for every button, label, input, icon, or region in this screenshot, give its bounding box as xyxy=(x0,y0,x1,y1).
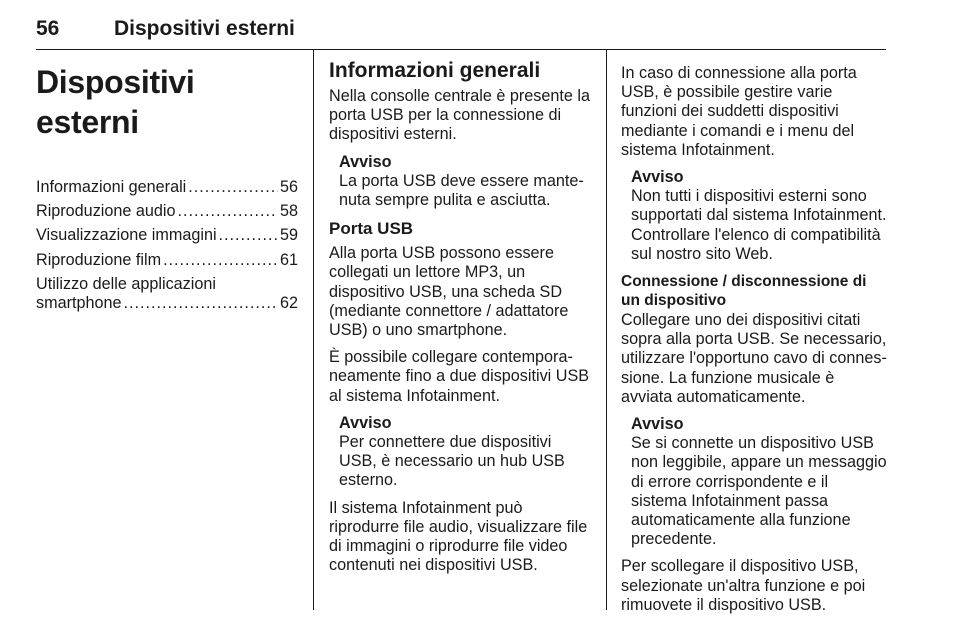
note-title: Avviso xyxy=(339,413,392,432)
toc-entry-page: 62 xyxy=(279,294,298,313)
toc-entry-page: 59 xyxy=(279,226,298,245)
section-title: Informazioni generali xyxy=(329,59,541,82)
chapter-title: Dispositivi esterni xyxy=(36,64,195,140)
column-divider xyxy=(313,50,314,610)
note-text: Per connettere due dispositivi USB, è necessario un hub USB esterno. xyxy=(339,433,565,490)
page-number: 56 xyxy=(36,17,60,40)
note-box xyxy=(631,168,887,264)
toc-entry-title: Utilizzo delle applicazioni xyxy=(36,274,216,293)
toc-column xyxy=(36,58,298,318)
subsection-title: Porta USB xyxy=(329,219,414,239)
toc-entry-page: 61 xyxy=(279,250,298,269)
toc-entry-title: Riproduzione audio xyxy=(36,202,176,221)
toc-entry-title-cont: smartphone xyxy=(36,294,122,313)
note-title: Avviso xyxy=(631,415,684,434)
paragraph: È possibile collegare contemporaneamente fino a due dispositivi USB al sistema Infotainment. xyxy=(329,348,590,405)
content-column-2 xyxy=(329,58,591,583)
toc-leader xyxy=(163,251,278,270)
toc-leader xyxy=(188,178,278,197)
subsection-title: Connessione / disconnessione di un dispositivo xyxy=(621,273,867,310)
paragraph: Collegare uno dei dispositivi citati sopra alla porta USB. Se necessario, utilizzare l'opportuno cavo di connessione. La funzione musicale è avviata automaticamente. xyxy=(621,311,887,406)
note-box xyxy=(631,415,887,549)
paragraph: Alla porta USB possono essere collegati un lettore MP3, un dispositivo USB, una scheda SD (mediante connettore / adattatore USB) o uno smartphone. xyxy=(329,244,569,340)
column-divider xyxy=(606,50,607,610)
toc-leader xyxy=(123,294,278,313)
note-text: Non tutti i dispositivi esterni sono supportati dal sistema Infotainment. Controllare l'elenco di compatibilità sul nostro sito Web. xyxy=(631,187,887,263)
toc-entry-page: 58 xyxy=(279,202,298,221)
paragraph: Nella consolle centrale è presente la porta USB per la connessione di dispositivi esterni. xyxy=(329,87,590,144)
paragraph: In caso di connessione alla porta USB, è possibile gestire varie funzioni dei suddetti dispositivi mediante i comandi e i menu del sistema Infotainment. xyxy=(621,64,857,159)
toc-entry[interactable] xyxy=(36,251,298,270)
toc-entry[interactable] xyxy=(36,178,298,197)
toc-entry-title: Informazioni generali xyxy=(36,178,187,196)
toc-entry[interactable] xyxy=(36,202,298,221)
toc-leader xyxy=(178,202,278,221)
content-column-3 xyxy=(621,58,887,623)
toc-leader xyxy=(219,226,278,245)
note-text: Se si connette un dispositivo USB non leggibile, appare un messaggio di errore corrispondente e il sistema Infotainment passa automaticamente alla funzione precedente. xyxy=(631,434,887,549)
toc-entry-title: Riproduzione film xyxy=(36,250,162,269)
toc-entry-page: 56 xyxy=(279,178,298,196)
toc-entry-title: Visualizzazione immagini xyxy=(36,226,217,245)
running-title: Dispositivi esterni xyxy=(114,17,295,40)
note-text: La porta USB deve essere mantenuta sempre pulita e asciutta. xyxy=(339,171,584,210)
paragraph: Per scollegare il dispositivo USB, selezionate un'altra funzione e poi rimuovete il dispositivo USB. xyxy=(621,557,866,614)
page-header xyxy=(36,16,886,50)
note-box xyxy=(339,153,591,211)
paragraph: Il sistema Infotainment può riprodurre file audio, visualizzare file di immagini o riprodurre file video contenuti nei dispositivi USB. xyxy=(329,498,588,575)
note-title: Avviso xyxy=(339,152,392,171)
toc-entry[interactable] xyxy=(36,226,298,245)
toc-entry[interactable] xyxy=(36,275,298,313)
note-title: Avviso xyxy=(631,168,684,187)
note-box xyxy=(339,414,591,491)
